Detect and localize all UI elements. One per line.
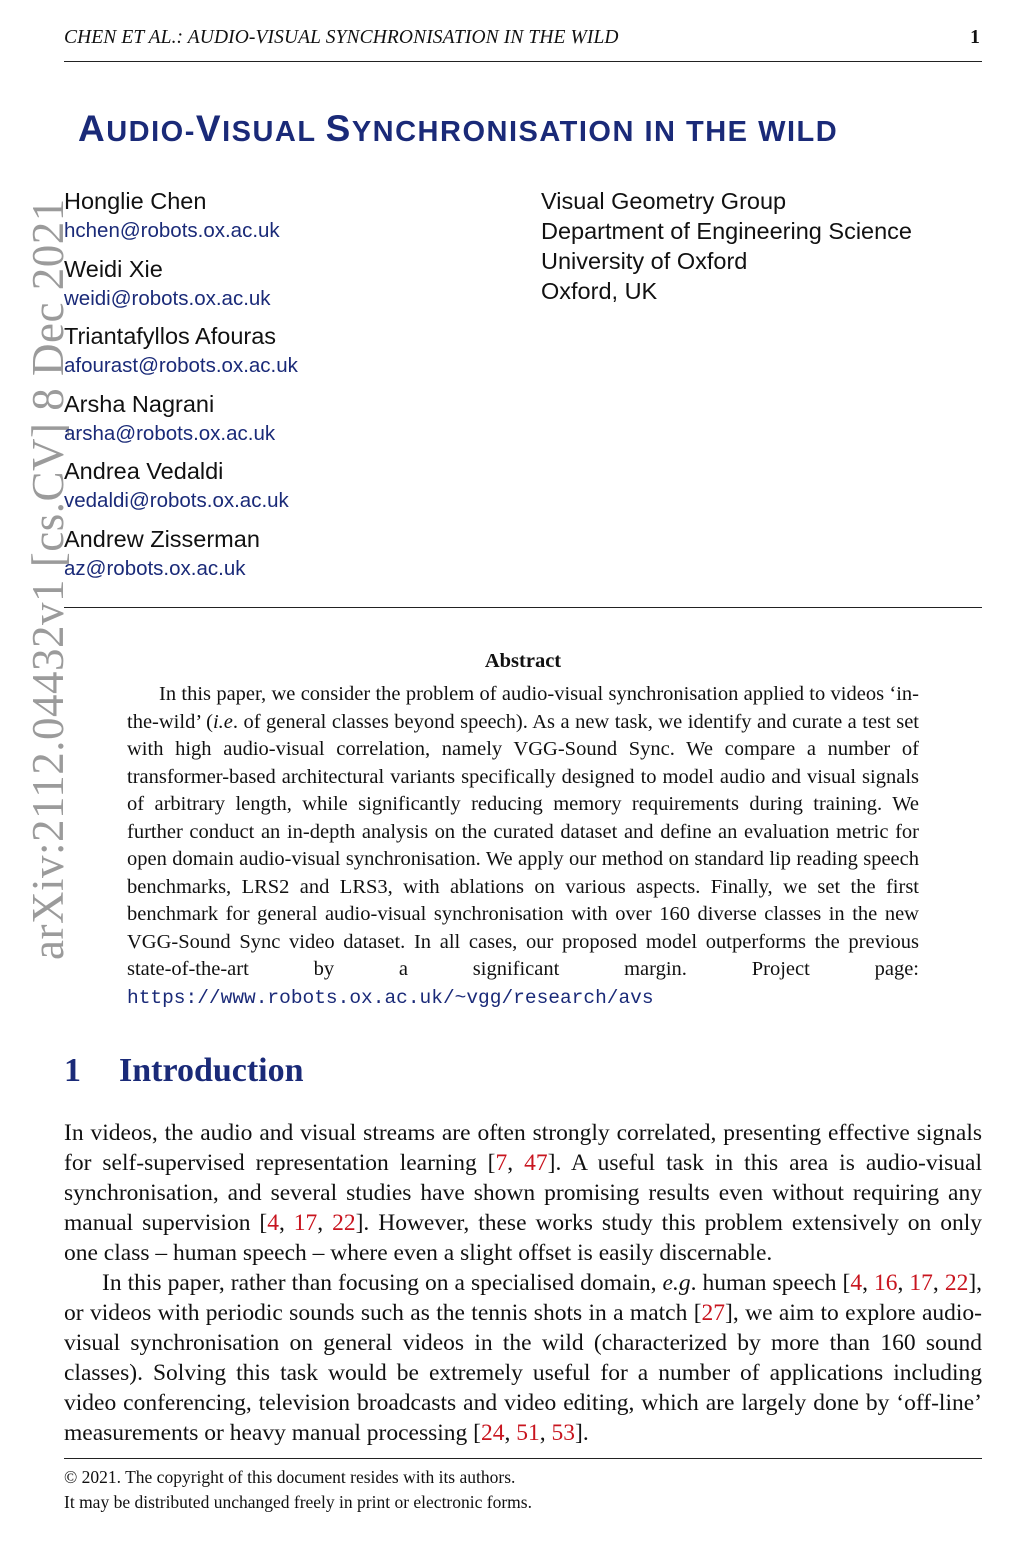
- citation-link[interactable]: 22: [944, 1270, 969, 1296]
- citation-link[interactable]: 53: [551, 1420, 575, 1446]
- copyright-footnote: [64, 1465, 532, 1515]
- author-email[interactable]: az@robots.ox.ac.uk: [64, 556, 246, 580]
- text: ], or videos with periodic sounds such as the tennis shots in a match [: [64, 1270, 983, 1326]
- author: [64, 456, 504, 524]
- section-number: 1: [64, 1052, 81, 1089]
- section-heading: [64, 1052, 304, 1090]
- author: [64, 389, 504, 457]
- text: ]. However, these works study this problem extensively on only one class – human speech – where even a slight offset is easily discernable.: [64, 1210, 982, 1266]
- citation-link[interactable]: 24: [481, 1420, 505, 1446]
- abstract-heading: Abstract: [484, 650, 562, 672]
- arxiv-stamp: arXiv:2112.04432v1 [cs.CV] 8 Dec 2021: [23, 198, 73, 960]
- paragraph: In videos, the audio and visual streams are often strongly correlated, presenting effective signals for self-supervised representation learning [7, 47]. A useful task in this area is audio-visual synchronisation, and several studies have shown promising results even without requiring any manual supervision [4, 17, 22]. However, these works study this problem extensively on only one class – human speech – where even a slight offset is easily discernable.: [64, 1120, 983, 1266]
- paper-title: [78, 108, 838, 150]
- affiliation-line: Oxford, UK: [541, 278, 658, 304]
- text: e.g: [662, 1270, 691, 1296]
- citation-link[interactable]: 4: [850, 1270, 863, 1296]
- citation-link[interactable]: 16: [873, 1270, 898, 1296]
- author-name: Andrew Zisserman: [64, 525, 260, 552]
- author-name: Weidi Xie: [64, 255, 163, 282]
- citation-link[interactable]: 7: [495, 1150, 508, 1176]
- citation-link[interactable]: 47: [524, 1150, 548, 1176]
- text: ]. A useful task in this area is audio-visual synchronisation, and several studies have shown promising results even without requiring any manual supervision [: [64, 1150, 983, 1236]
- text: . human speech [: [690, 1270, 851, 1296]
- affiliation-line: Visual Geometry Group: [541, 188, 787, 214]
- section-title: Introduction: [119, 1052, 304, 1089]
- author-name: Andrea Vedaldi: [64, 458, 224, 485]
- title-cap: A: [78, 108, 107, 149]
- title-smallcaps: UDIO-: [106, 116, 196, 148]
- header-rule: [64, 61, 982, 62]
- author: [64, 524, 504, 592]
- abstract-text: In this paper, we consider the problem of audio-visual synchronisation applied to videos ‘in-the-wild’ (: [127, 683, 919, 733]
- author-email[interactable]: hchen@robots.ox.ac.uk: [64, 219, 280, 242]
- author-name: Triantafyllos Afouras: [64, 323, 277, 350]
- introduction-body: [64, 1118, 982, 1448]
- citation-link[interactable]: 27: [701, 1300, 726, 1326]
- author-email[interactable]: arsha@robots.ox.ac.uk: [64, 421, 276, 445]
- author-email[interactable]: afourast@robots.ox.ac.uk: [64, 354, 298, 378]
- citation-link[interactable]: 17: [909, 1270, 933, 1296]
- citation-link[interactable]: 4: [267, 1210, 279, 1236]
- author-email[interactable]: vedaldi@robots.ox.ac.uk: [64, 489, 289, 513]
- author-list: [64, 186, 504, 592]
- text: ], we aim to explore audio-visual synchronisation on general videos in the wild (characterized by more than 160 sound classes). Solving this task would be extremely useful for a number of applications including video conferencing, television broadcasts and video editing, which are largely done by ‘off-line’ measurements or heavy manual processing [: [64, 1300, 983, 1446]
- affiliation: [541, 186, 912, 306]
- citation-link[interactable]: 51: [516, 1420, 540, 1446]
- text: In this paper, rather than focusing on a specialised domain,: [102, 1270, 663, 1296]
- text: In videos, the audio and visual streams are often strongly correlated, presenting effective signals for self-supervised representation learning [: [64, 1120, 982, 1176]
- running-header: [64, 27, 982, 53]
- text: ].: [575, 1420, 589, 1446]
- affiliation-line: Department of Engineering Science: [541, 218, 912, 244]
- citation-link[interactable]: 22: [332, 1210, 356, 1236]
- footnote-line: It may be distributed unchanged freely in print or electronic forms.: [64, 1492, 532, 1512]
- paper-page: [64, 0, 982, 1549]
- author-name: Honglie Chen: [64, 188, 207, 214]
- page-number: 1: [970, 27, 980, 48]
- title-smallcaps: ISUAL: [222, 116, 326, 148]
- running-title: CHEN ET AL.: AUDIO-VISUAL SYNCHRONISATION IN THE WILD: [64, 27, 619, 48]
- paragraph: In this paper, rather than focusing on a specialised domain, e.g. human speech [4, 16, 17, 22], or videos with periodic sounds such as the tennis shots in a match [27], we aim to explore audio-visual synchronisation on general videos in the wild (characterized by more than 160 sound classes). Solving this task would be extremely useful for a number of applications including video conferencing, television broadcasts and video editing, which are largely done by ‘off-line’ measurements or heavy manual processing [24, 51, 53].: [64, 1270, 983, 1446]
- footnote-line: © 2021. The copyright of this document resides with its authors.: [64, 1467, 516, 1487]
- author-name: Arsha Nagrani: [64, 390, 215, 417]
- title-cap: S: [325, 108, 352, 149]
- footnote-rule: [64, 1458, 982, 1459]
- citation-link[interactable]: 17: [293, 1210, 318, 1236]
- project-page-link[interactable]: https://www.robots.ox.ac.uk/~vgg/research/avs: [127, 986, 654, 1009]
- abstract-ie: i.e: [212, 710, 233, 733]
- author: [64, 321, 504, 389]
- affiliation-line: University of Oxford: [541, 248, 748, 274]
- title-smallcaps: YNCHRONISATION IN THE WILD: [351, 116, 839, 148]
- title-block-rule: [64, 607, 982, 608]
- title-cap: V: [195, 108, 223, 149]
- abstract-body: [127, 681, 919, 1012]
- author: [64, 186, 504, 254]
- abstract-text: . of general classes beyond speech). As a new task, we identify and curate a test set with high audio-visual correlation, namely VGG-Sound Sync. We compare a number of transformer-based architectural variants specifically designed to model audio and visual signals of arbitrary length, while significantly reducing memory requirements during training. We further conduct an in-depth analysis on the curated dataset and define an evaluation metric for open domain audio-visual synchronisation. We apply our method on standard lip reading speech benchmarks, LRS2 and LRS3, with ablations on various aspects. Finally, we set the first benchmark for general audio-visual synchronisation with over 160 diverse classes in the new VGG-Sound Sync video dataset. In all cases, our proposed model outperforms the previous state-of-the-art by a significant margin. Project page:: [127, 710, 920, 980]
- author: [64, 254, 504, 322]
- author-email[interactable]: weidi@robots.ox.ac.uk: [64, 286, 271, 310]
